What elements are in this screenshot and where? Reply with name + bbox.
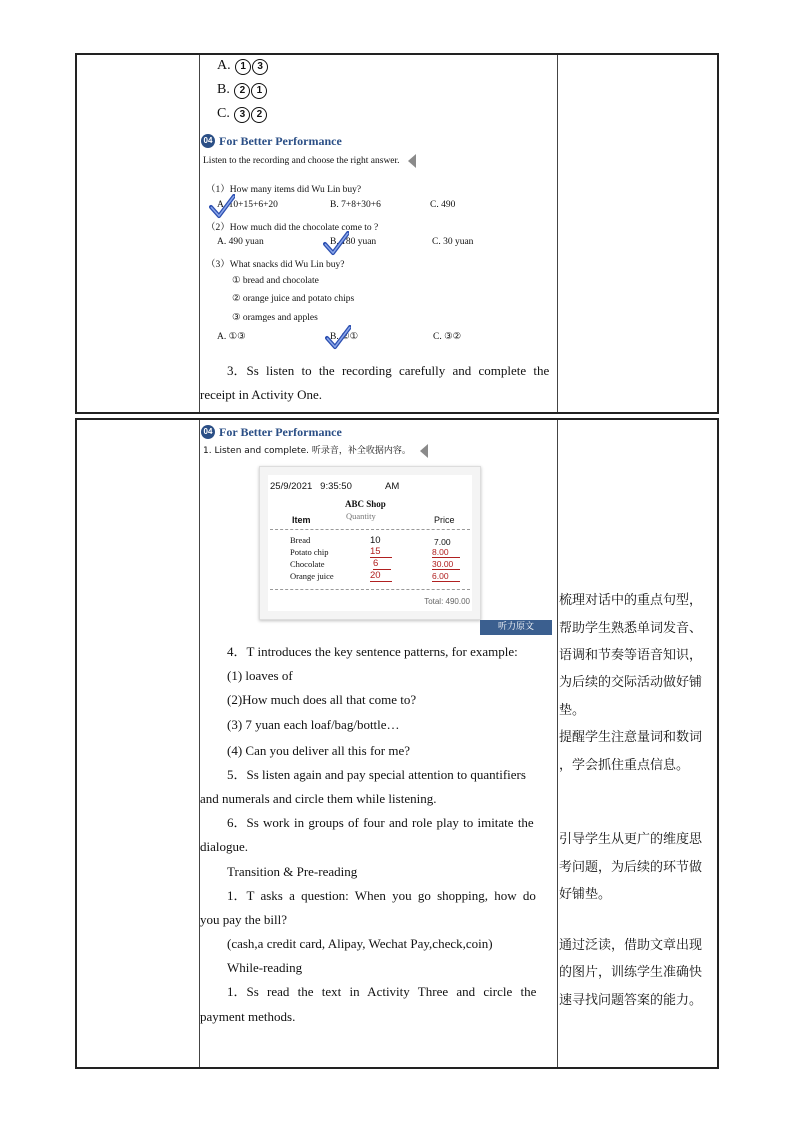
receipt-col-qty: Quantity — [346, 511, 376, 521]
step-4: 4．T introduces the key sentence patterns, for example: — [227, 644, 518, 659]
speaker-icon[interactable] — [420, 444, 428, 458]
step-w1-line-2: payment methods. — [200, 1009, 296, 1024]
note-line: 垫。 — [559, 703, 586, 718]
receipt-total: Total: 490.00 — [424, 597, 470, 606]
circled-number: 3 — [252, 59, 268, 75]
receipt-price: 30.00 — [432, 559, 460, 570]
note-line: 通过泛读，借助文章出现 — [559, 938, 703, 953]
q3-item-2: ② orange juice and potato chips — [232, 294, 355, 304]
circled-number: 3 — [234, 107, 250, 123]
step-t1-line-2: you pay the bill? — [200, 912, 288, 927]
receipt-price: 7.00 — [434, 537, 451, 547]
receipt-price: 6.00 — [432, 571, 460, 582]
circled-number: 1 — [251, 83, 267, 99]
option-c-top: C. 3 2 — [217, 106, 267, 123]
note-line: 梳理对话中的重点句型， — [559, 593, 703, 608]
column-divider-right — [557, 55, 558, 412]
receipt-item: Potato chip — [290, 547, 329, 557]
pattern-3: (3) 7 yuan each loaf/bag/bottle… — [227, 717, 400, 732]
receipt-item: Orange juice — [290, 571, 334, 581]
checkmark-icon — [325, 325, 351, 351]
step-t1-line-1: 1．T asks a question: When you go shopping, how do — [227, 888, 536, 903]
note-line: 引导学生从更广的维度思 — [559, 832, 703, 847]
section-number-icon: 04 — [201, 425, 215, 439]
step-5-line-2: and numerals and circle them while listening. — [200, 791, 437, 806]
circled-number: 2 — [251, 107, 267, 123]
step-6-line-1: 6．Ss work in groups of four and role play to imitate the — [227, 815, 534, 830]
receipt-row — [290, 571, 334, 581]
receipt-divider — [270, 589, 470, 590]
speaker-icon[interactable] — [408, 154, 416, 168]
receipt-col-item: Item — [292, 515, 311, 525]
section-title: For Better Performance — [219, 133, 342, 148]
note-line: 帮助学生熟悉单词发音、 — [559, 621, 703, 636]
q2-option-b: B. 180 yuan — [330, 237, 377, 247]
q1-option-b: B. 7+8+30+6 — [330, 200, 381, 210]
step-3-line-2: receipt in Activity One. — [200, 387, 323, 402]
column-divider-right — [557, 420, 558, 1067]
question-2: （2）How much did the chocolate come to ? — [206, 223, 379, 233]
pattern-4: (4) Can you deliver all this for me? — [227, 743, 411, 758]
receipt-qty: 20 — [370, 570, 392, 582]
question-3: （3）What snacks did Wu Lin buy? — [206, 260, 345, 270]
q3-option-a: A. ①③ — [217, 332, 246, 342]
checkmark-icon — [209, 194, 235, 220]
transition-heading: Transition & Pre-reading — [227, 864, 358, 879]
pattern-1: (1) loaves of — [227, 668, 293, 683]
pattern-2: (2)How much does all that come to? — [227, 692, 417, 707]
receipt-col-price: Price — [434, 515, 455, 525]
note-line: 考问题，为后续的环节做 — [559, 860, 703, 875]
step-w1-line-1: 1．Ss read the text in Activity Three and circle the — [227, 984, 537, 999]
note-line: 好铺垫。 — [559, 887, 612, 902]
q3-option-c: C. ③② — [433, 332, 462, 342]
listening-script-button[interactable]: 听力原文 — [480, 620, 552, 635]
receipt-qty: 6 — [373, 558, 391, 570]
receipt-ampm: AM — [385, 481, 400, 492]
step-5-line-1: 5．Ss listen again and pay special attention to quantifiers — [227, 767, 526, 782]
note-line: 为后续的交际活动做好铺 — [559, 675, 703, 690]
section-header-1 — [201, 132, 342, 150]
checkmark-icon — [323, 231, 349, 257]
q3-item-1: ① bread and chocolate — [232, 276, 319, 286]
option-b-top: B. 2 1 — [217, 82, 267, 99]
note-line: 提醒学生注意量词和数词 — [559, 730, 703, 745]
q3-option-b: B. ②① — [330, 332, 359, 342]
instruction-2: 1. Listen and complete. 听录音，补全收据内容。 — [203, 443, 428, 458]
receipt-row — [290, 535, 310, 545]
note-line: ，学会抓住重点信息。 — [559, 758, 690, 773]
receipt-qty: 15 — [370, 546, 392, 558]
option-a-top: A. 1 3 — [217, 58, 268, 75]
question-1: （1）How many items did Wu Lin buy? — [206, 185, 362, 195]
column-divider-left — [199, 420, 200, 1067]
section-number-icon: 04 — [201, 134, 215, 148]
column-divider-left — [199, 55, 200, 412]
note-line: 速寻找问题答案的能力。 — [559, 993, 703, 1008]
receipt-datetime: 25/9/2021 9:35:50 — [270, 481, 352, 492]
section-header-2 — [201, 423, 342, 441]
instruction-1: Listen to the recording and choose the right answer. — [203, 154, 416, 168]
step-3-line-1: 3．Ss listen to the recording carefully and complete the — [227, 363, 550, 378]
q3-item-3: ③ oramges and apples — [232, 313, 318, 323]
receipt-row — [290, 559, 324, 569]
receipt-row — [290, 547, 328, 557]
payment-options: (cash,a credit card, Alipay, Wechat Pay,check,coin) — [227, 936, 493, 951]
note-line: 的图片，训练学生准确快 — [559, 965, 703, 980]
q1-option-c: C. 490 — [430, 200, 456, 210]
receipt-qty: 10 — [370, 535, 381, 546]
q2-option-a: A. 490 yuan — [217, 237, 264, 247]
q1-option-a: A. 10+15+6+20 — [217, 200, 278, 210]
step-6-line-2: dialogue. — [200, 839, 249, 854]
receipt-shop: ABC Shop — [345, 499, 386, 509]
circled-number: 2 — [234, 83, 250, 99]
receipt-item: Bread — [290, 535, 311, 545]
note-line: 语调和节奏等语音知识， — [559, 648, 703, 663]
q2-option-c: C. 30 yuan — [432, 237, 474, 247]
receipt-item: Chocolate — [290, 559, 325, 569]
receipt-divider — [270, 529, 470, 530]
section-title: For Better Performance — [219, 424, 342, 439]
receipt-image — [259, 466, 481, 620]
receipt-price: 8.00 — [432, 547, 460, 558]
while-reading-heading: While-reading — [227, 960, 303, 975]
circled-number: 1 — [235, 59, 251, 75]
